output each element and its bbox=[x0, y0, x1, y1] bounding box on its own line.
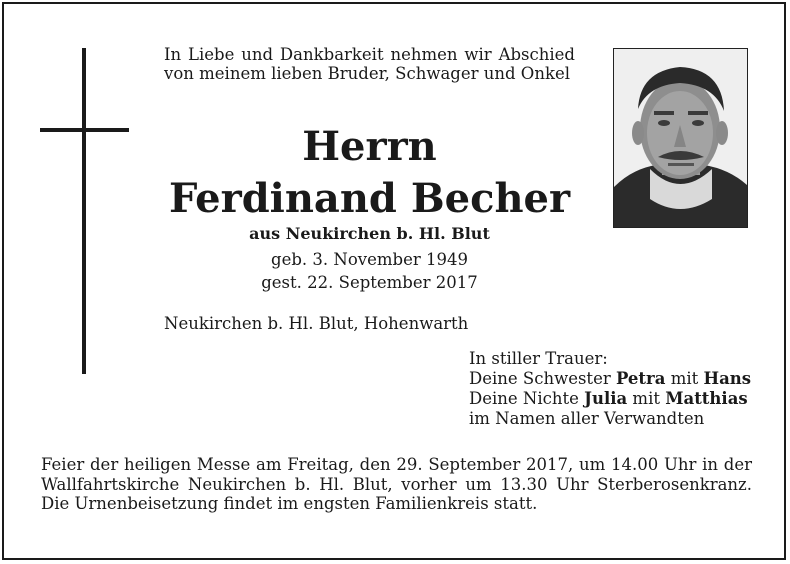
mourner-relation: Deine Schwester bbox=[469, 369, 611, 388]
mourner-name: Julia bbox=[584, 389, 628, 408]
death-date: gest. 22. September 2017 bbox=[261, 273, 478, 292]
mourner-line bbox=[469, 369, 751, 389]
intro-text: In Liebe und Dankbarkeit nehmen wir Abschied von meinem lieben Bruder, Schwager und Onkel bbox=[164, 45, 575, 83]
mourner-name: Petra bbox=[615, 369, 666, 388]
mourner-relation: Deine Nichte bbox=[469, 389, 579, 408]
cross-horizontal-beam bbox=[40, 128, 129, 132]
title-salutation: Herrn bbox=[302, 123, 437, 170]
cross-vertical-beam bbox=[82, 48, 86, 374]
birth-date: geb. 3. November 1949 bbox=[271, 250, 468, 269]
mourner-name: Hans bbox=[703, 369, 752, 388]
mourner-name: Matthias bbox=[665, 389, 748, 408]
mourners-block bbox=[469, 349, 751, 429]
mourner-joiner: mit bbox=[670, 369, 699, 388]
places-line: Neukirchen b. Hl. Blut, Hohenwarth bbox=[164, 314, 469, 333]
portrait-photo-icon bbox=[614, 49, 747, 227]
mourners-closing: im Namen aller Verwandten bbox=[469, 409, 705, 428]
service-details: Feier der heiligen Messe am Freitag, den 29. September 2017, um 14.00 Uhr in der Wallfahrtskirche Neukirchen b. Hl. Blut, vorher um 13.30 Uhr Sterberosenkranz. Die Urnenbeisetzung findet im engsten Familienkreis statt. bbox=[41, 455, 752, 513]
mourner-line bbox=[469, 389, 751, 409]
portrait-photo bbox=[613, 48, 748, 228]
mourners-heading: In stiller Trauer: bbox=[469, 349, 608, 368]
deceased-name: Ferdinand Becher bbox=[168, 175, 571, 222]
mourner-joiner: mit bbox=[632, 389, 660, 408]
hometown: aus Neukirchen b. Hl. Blut bbox=[249, 224, 490, 243]
